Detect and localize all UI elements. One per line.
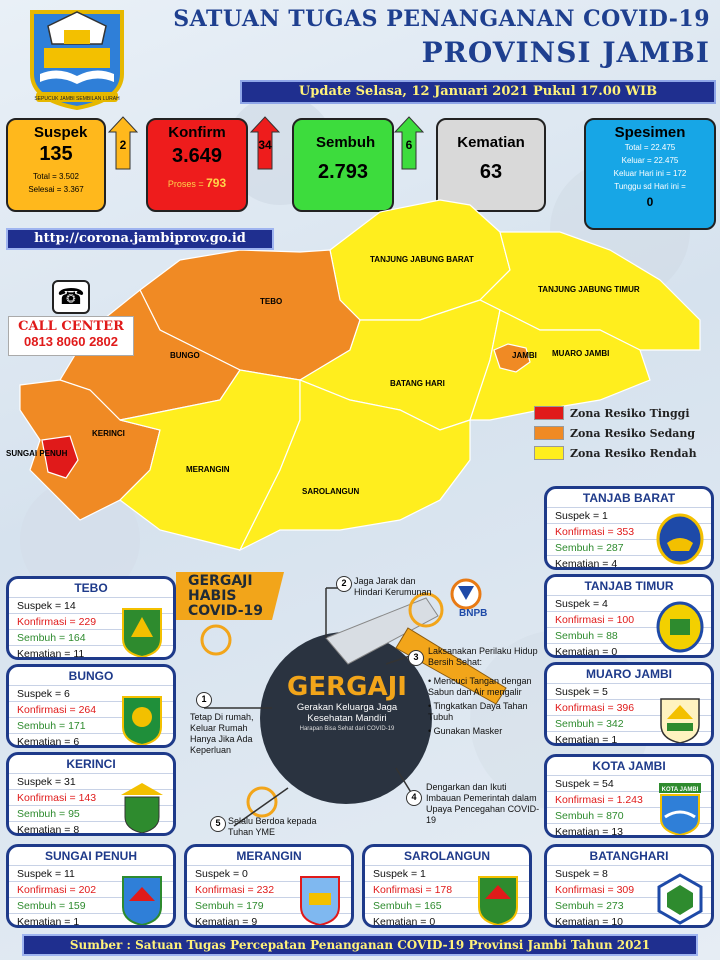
card-tanjab-barat <box>544 486 714 570</box>
map-legend <box>534 406 714 460</box>
card-batanghari <box>544 844 714 928</box>
sarolangun-emblem <box>473 871 523 927</box>
tanjab-timur-emblem <box>655 601 705 657</box>
sungai-penuh-emblem <box>117 871 167 927</box>
card-sarolangun <box>362 844 532 928</box>
card-sembuh: Sembuh = 342 <box>547 715 711 731</box>
card-suspek: Suspek = 11 <box>9 865 173 881</box>
stat-spesimen-label: Spesimen <box>614 124 686 141</box>
card-kematian: Kematian = 0 <box>365 913 529 928</box>
card-konfirmasi: Konfirmasi = 232 <box>187 881 351 897</box>
card-kematian: Kematian = 8 <box>9 821 173 836</box>
website-link[interactable]: http://corona.jambiprov.go.id <box>6 228 274 250</box>
stat-spesimen-total: Total = 22.475 <box>624 143 676 152</box>
card-merangin <box>184 844 354 928</box>
card-sembuh: Sembuh = 164 <box>9 629 173 645</box>
card-kematian: Kematian = 6 <box>9 733 173 748</box>
card-suspek: Suspek = 0 <box>187 865 351 881</box>
card-suspek: Suspek = 54 <box>547 775 711 791</box>
card-title: KOTA JAMBI <box>592 759 666 773</box>
card-kematian: Kematian = 4 <box>547 555 711 570</box>
stat-spesimen-tunggu: Tunggu sd Hari ini = <box>614 182 686 191</box>
call-center-number: 0813 8060 2802 <box>24 334 118 349</box>
card-kematian: Kematian = 13 <box>547 823 711 838</box>
map-label-bungo: BUNGO <box>170 351 200 360</box>
kota-jambi-emblem <box>655 781 705 837</box>
logo-motto: SEPUCUK JAMBI SEMBILAN LURAH <box>34 96 120 102</box>
card-kematian: Kematian = 11 <box>9 645 173 660</box>
card-title: TANJAB TIMUR <box>584 579 674 593</box>
stat-konfirm-label: Konfirm <box>168 124 226 141</box>
source-footer: Sumber : Satuan Tugas Percepatan Penanganan COVID-19 Provinsi Jambi Tahun 2021 <box>22 934 698 956</box>
bungo-emblem <box>117 691 167 747</box>
stat-sembuh-label: Sembuh <box>316 134 376 151</box>
map-label-tanjab-barat: TANJUNG JABUNG BARAT <box>370 255 474 264</box>
stat-suspek-value: 135 <box>39 143 73 165</box>
card-suspek: Suspek = 5 <box>547 683 711 699</box>
map-label-kerinci: KERINCI <box>92 429 125 438</box>
call-center <box>8 316 134 356</box>
card-title: BATANGHARI <box>589 849 669 863</box>
card-suspek: Suspek = 1 <box>547 507 711 523</box>
merangin-emblem <box>295 871 345 927</box>
card-sembuh: Sembuh = 287 <box>547 539 711 555</box>
card-konfirmasi: Konfirmasi = 1.243 <box>547 791 711 807</box>
card-suspek: Suspek = 6 <box>9 685 173 701</box>
konfirm-up-arrow <box>250 116 280 170</box>
card-sungai-penuh <box>6 844 176 928</box>
step-5-text: Selalu Berdoa kepada Tuhan YME <box>228 816 317 837</box>
step-1-number: 1 <box>196 692 212 708</box>
gergaji-habis-title: GERGAJI HABIS COVID-19 <box>188 573 264 619</box>
card-konfirmasi: Konfirmasi = 353 <box>547 523 711 539</box>
card-sembuh: Sembuh = 171 <box>9 717 173 733</box>
card-konfirmasi: Konfirmasi = 100 <box>547 611 711 627</box>
card-title: KERINCI <box>66 757 116 771</box>
legend-swatch <box>534 426 564 440</box>
kota-jambi-emblem-text: KOTA JAMBI <box>661 787 699 793</box>
suspek-delta: 2 <box>119 138 127 152</box>
card-kerinci <box>6 752 176 836</box>
card-konfirmasi: Konfirmasi = 143 <box>9 789 173 805</box>
card-suspek: Suspek = 8 <box>547 865 711 881</box>
jambi-province-logo <box>18 4 136 110</box>
card-konfirmasi: Konfirmasi = 396 <box>547 699 711 715</box>
stat-sembuh-value: 2.793 <box>317 161 369 183</box>
stat-spesimen-tunggu-value: 0 <box>646 195 654 209</box>
card-tanjab-timur <box>544 574 714 658</box>
card-kematian: Kematian = 1 <box>9 913 173 928</box>
bullet-item: • Tingkatkan Daya Tahan Tubuh <box>428 701 528 722</box>
legend-item-sedang: Zona Resiko Sedang <box>534 426 714 440</box>
legend-item-tinggi: Zona Resiko Tinggi <box>534 406 714 420</box>
stat-spesimen-keluar-hari-ini: Keluar Hari ini = 172 <box>613 169 687 178</box>
card-title: MUARO JAMBI <box>586 667 672 681</box>
map-label-tebo: TEBO <box>260 297 283 306</box>
legend-swatch <box>534 446 564 460</box>
stat-konfirm-value: 3.649 <box>171 145 223 167</box>
page-title-line2: PROVINSI JAMBI <box>421 36 710 69</box>
card-suspek: Suspek = 14 <box>9 597 173 613</box>
step-2-number: 2 <box>336 576 352 592</box>
card-konfirmasi: Konfirmasi = 264 <box>9 701 173 717</box>
map-label-batang-hari: BATANG HARI <box>390 379 445 388</box>
card-title: SUNGAI PENUH <box>44 849 137 863</box>
card-suspek: Suspek = 31 <box>9 773 173 789</box>
card-konfirmasi: Konfirmasi = 178 <box>365 881 529 897</box>
step-3-number: 3 <box>408 650 424 666</box>
card-tebo <box>6 576 176 660</box>
step-3-bullets <box>428 676 540 737</box>
card-konfirmasi: Konfirmasi = 309 <box>547 881 711 897</box>
map-label-sungai-penuh: SUNGAI PENUH <box>6 449 68 458</box>
card-sembuh: Sembuh = 273 <box>547 897 711 913</box>
step-4-number: 4 <box>406 790 422 806</box>
step-4-text: Dengarkan dan Ikuti Imbauan Pemerintah dalam Upaya Pencegahan COVID-19 <box>426 782 540 825</box>
card-muaro-jambi <box>544 662 714 746</box>
muaro-jambi-emblem <box>655 689 705 745</box>
map-label-tanjab-timur: TANJUNG JABUNG TIMUR <box>538 285 640 294</box>
card-title: SAROLANGUN <box>404 849 490 863</box>
gergaji-campaign <box>176 568 542 844</box>
tebo-emblem <box>117 603 167 659</box>
bnpb-logo-text: BNPB <box>459 608 488 619</box>
stat-kematian-label: Kematian <box>457 134 525 151</box>
sembuh-up-arrow <box>394 116 424 170</box>
card-konfirmasi: Konfirmasi = 202 <box>9 881 173 897</box>
card-sembuh: Sembuh = 179 <box>187 897 351 913</box>
card-kematian: Kematian = 1 <box>547 731 711 746</box>
stat-suspek-label: Suspek <box>34 124 88 141</box>
stat-spesimen-keluar: Keluar = 22.475 <box>621 156 679 165</box>
map-label-merangin: MERANGIN <box>186 465 230 474</box>
stat-suspek-selesai: Selesai = 3.367 <box>28 185 84 194</box>
call-center-label: CALL CENTER <box>18 319 124 334</box>
bullet-item: • Mencuci Tangan dengan Sabun dan Air mengalir <box>428 676 532 697</box>
card-suspek: Suspek = 1 <box>365 865 529 881</box>
card-title: BUNGO <box>68 669 114 683</box>
tanjab-barat-emblem <box>655 513 705 569</box>
map-label-muaro-jambi: MUARO JAMBI <box>552 349 610 358</box>
card-sembuh: Sembuh = 165 <box>365 897 529 913</box>
phone-icon: ☎ <box>52 280 90 314</box>
konfirm-delta: 34 <box>258 138 272 152</box>
stat-konfirm-proses: Proses = 793 <box>167 176 227 190</box>
bullet-item: • Gunakan Masker <box>428 726 503 736</box>
card-bungo <box>6 664 176 748</box>
step-5-number: 5 <box>210 816 226 832</box>
card-kota-jambi <box>544 754 714 838</box>
card-kematian: Kematian = 10 <box>547 913 711 928</box>
card-title: TANJAB BARAT <box>582 491 676 505</box>
map-label-jambi: JAMBI <box>512 351 537 360</box>
stat-suspek-total: Total = 3.502 <box>32 172 80 181</box>
step-2-text: Jaga Jarak dan Hindari Kerumunan <box>354 576 432 597</box>
stat-kematian-value: 63 <box>479 161 503 183</box>
batanghari-emblem <box>655 871 705 927</box>
card-sembuh: Sembuh = 88 <box>547 627 711 643</box>
card-kematian: Kematian = 9 <box>187 913 351 928</box>
card-title: TEBO <box>74 581 108 595</box>
gergaji-logo: GERGAJI Gerakan Keluarga Jaga Kesehatan Mandiri Harapan Bisa Sehat dari COVID-19 <box>287 672 407 732</box>
legend-swatch <box>534 406 564 420</box>
card-title: MERANGIN <box>236 849 302 863</box>
page-title-line1: SATUAN TUGAS PENANGANAN COVID-19 <box>173 6 710 32</box>
card-sembuh: Sembuh = 159 <box>9 897 173 913</box>
card-sembuh: Sembuh = 95 <box>9 805 173 821</box>
map-label-sarolangun: SAROLANGUN <box>302 487 360 496</box>
sembuh-delta: 6 <box>405 138 413 152</box>
kerinci-emblem <box>117 779 167 835</box>
update-banner: Update Selasa, 12 Januari 2021 Pukul 17.00 WIB <box>240 80 716 104</box>
card-suspek: Suspek = 4 <box>547 595 711 611</box>
card-sembuh: Sembuh = 870 <box>547 807 711 823</box>
step-1-text: Tetap Di rumah, Keluar Rumah Hanya Jika Ada Keperluan <box>190 712 254 755</box>
card-konfirmasi: Konfirmasi = 229 <box>9 613 173 629</box>
step-3-text: Laksanakan Perilaku Hidup Bersih Sehat: <box>428 646 538 667</box>
suspek-up-arrow <box>108 116 138 170</box>
card-kematian: Kematian = 0 <box>547 643 711 658</box>
legend-item-rendah: Zona Resiko Rendah <box>534 446 714 460</box>
